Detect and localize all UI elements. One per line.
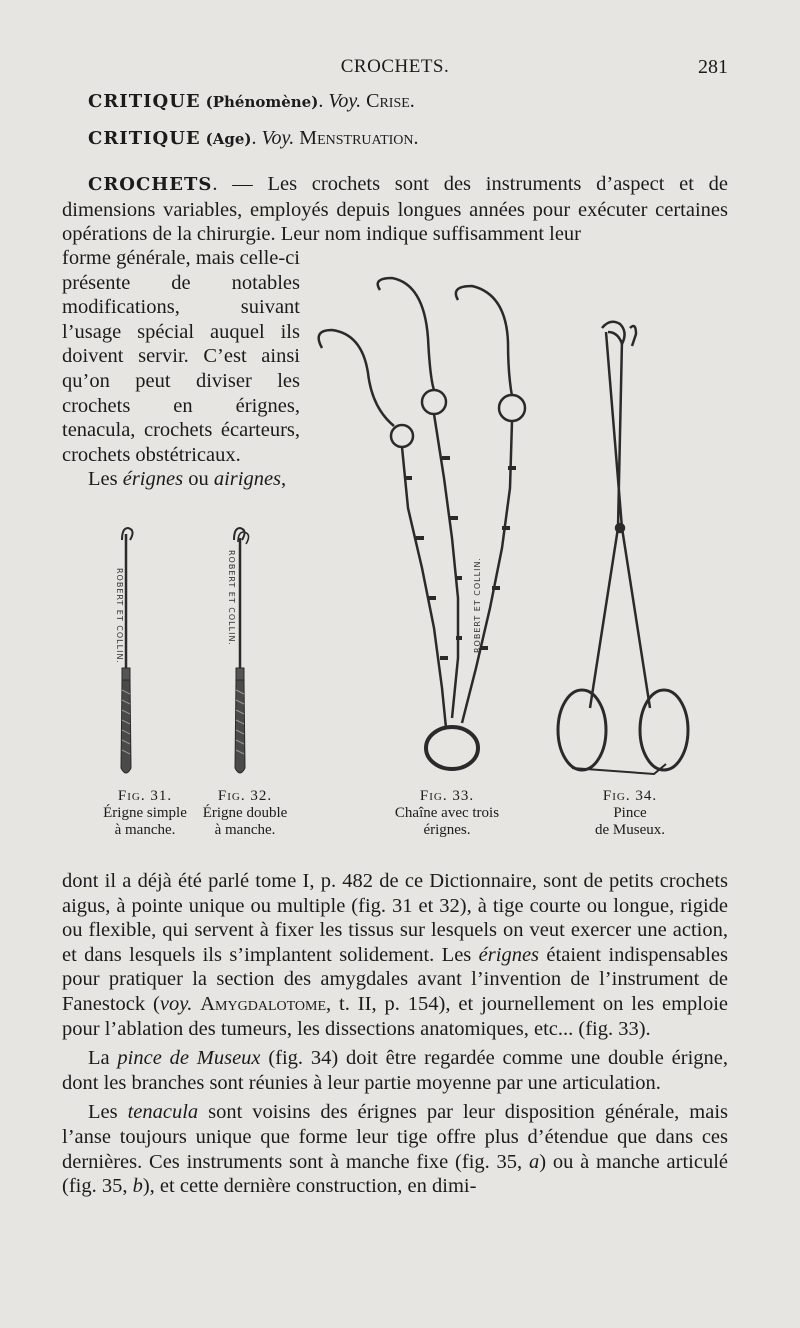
paragraph-pince: La pince de Museux (fig. 34) doit être regardée comme une double érigne, dont les branches sont réunies à leur partie moyenne par une articulation. bbox=[62, 1047, 728, 1094]
fig32-erigne-double-illustration bbox=[227, 528, 249, 773]
fig33-number: Fig. 33. bbox=[419, 788, 475, 804]
page-header bbox=[62, 56, 728, 84]
cross-reference: Menstruation. bbox=[299, 127, 419, 149]
fig33-chaine-illustration bbox=[319, 278, 525, 769]
headword: CRITIQUE bbox=[88, 128, 201, 149]
fig31-stamp: ROBERT ET COLLIN. bbox=[115, 568, 124, 664]
fig31-caption-line1: Érigne simple bbox=[103, 805, 187, 821]
fig31-erigne-simple-illustration bbox=[115, 528, 133, 773]
fig34-caption bbox=[580, 788, 680, 839]
running-head: CROCHETS. bbox=[340, 56, 450, 77]
crochets-intro bbox=[62, 172, 728, 247]
paragraph-tenacula: Les tenacula sont voisins des érignes par leur disposition générale, mais l’anse toujours unique que forme leur tige offre plus d’étendue que dans ces dernières. Ces instruments sont à manche fixe (fig. 35, a) ou à manche articulé (fig. 35, b), et cette dernière construction, en dimi- bbox=[62, 1101, 728, 1198]
fig33-caption-line2: érignes. bbox=[423, 822, 471, 838]
entry-critique-phenomene: CRITIQUE (Phénomène). Voy. Crise. bbox=[88, 90, 415, 112]
figure-plate bbox=[62, 278, 742, 848]
fig31-caption bbox=[90, 788, 200, 839]
fig32-caption-line1: Érigne double bbox=[202, 805, 288, 821]
fig34-caption-line2: de Museux. bbox=[595, 822, 665, 838]
erignes-line: Les érignes ou airignes, bbox=[88, 468, 287, 491]
fig34-number: Fig. 34. bbox=[602, 788, 658, 804]
fig34-caption-line1: Pince bbox=[613, 805, 647, 821]
page-number: 281 bbox=[698, 56, 728, 78]
wrap-text: forme générale, mais celle-ci présente de notables modifications, suivant l’usage spécial auquel ils doivent servir. C’est ainsi qu’on peut diviser les crochets en érignes, tenacula, crochets écarteurs, crochets obstétricaux. bbox=[62, 247, 300, 466]
headword: CRITIQUE bbox=[88, 91, 201, 112]
fig32-stamp: ROBERT ET COLLIN. bbox=[227, 550, 236, 646]
cross-reference: Crise. bbox=[366, 90, 415, 112]
qualifier: (Phénomène) bbox=[205, 93, 319, 111]
fig32-number: Fig. 32. bbox=[217, 788, 273, 804]
fig33-caption bbox=[372, 788, 522, 839]
fig32-caption bbox=[190, 788, 300, 839]
instrument-illustrations bbox=[62, 278, 742, 848]
main-text bbox=[62, 869, 728, 1199]
fig34-pince-de-museux-illustration bbox=[558, 322, 688, 774]
headword-crochets: CROCHETS bbox=[88, 174, 213, 195]
fig31-number: Fig. 31. bbox=[117, 788, 173, 804]
voy-ref: Voy. bbox=[261, 127, 295, 149]
fig31-caption-line2: à manche. bbox=[114, 822, 176, 838]
fig33-stamp: ROBERT ET COLLIN. bbox=[473, 557, 482, 653]
intro-text: . — Les crochets sont des instruments d’aspect et de dimensions variables, employés depuis longues années pour exécuter certaines opérations de la chirurgie. Leur nom indique suffisamment leur bbox=[62, 173, 728, 246]
fig32-caption-line2: à manche. bbox=[214, 822, 276, 838]
paragraph-erignes: dont il a déjà été parlé tome I, p. 482 de ce Dictionnaire, sont de petits crochets aigus, à pointe unique ou multiple (fig. 31 et 32), à tige courte ou longue, rigide ou flexible, qui servent à fixer les tissus sur lesquels on veut exercer une action, et dans lesquels ils s’implantent solidement. Les érignes étaient indispensables pour pratiquer la section des amygdales avant l’invention de l’instrument de Fanestock (voy. Amygdalotome, t. II, p. 154), et journellement on les emploie pour l’ablation des tumeurs, les dissections anatomiques, etc... (fig. 33). bbox=[62, 870, 729, 1040]
entry-critique-age: CRITIQUE (Age). Voy. Menstruation. bbox=[88, 127, 419, 149]
voy-ref: Voy. bbox=[328, 90, 362, 112]
qualifier: (Age) bbox=[205, 130, 252, 148]
fig33-caption-line1: Chaîne avec trois bbox=[394, 805, 500, 821]
